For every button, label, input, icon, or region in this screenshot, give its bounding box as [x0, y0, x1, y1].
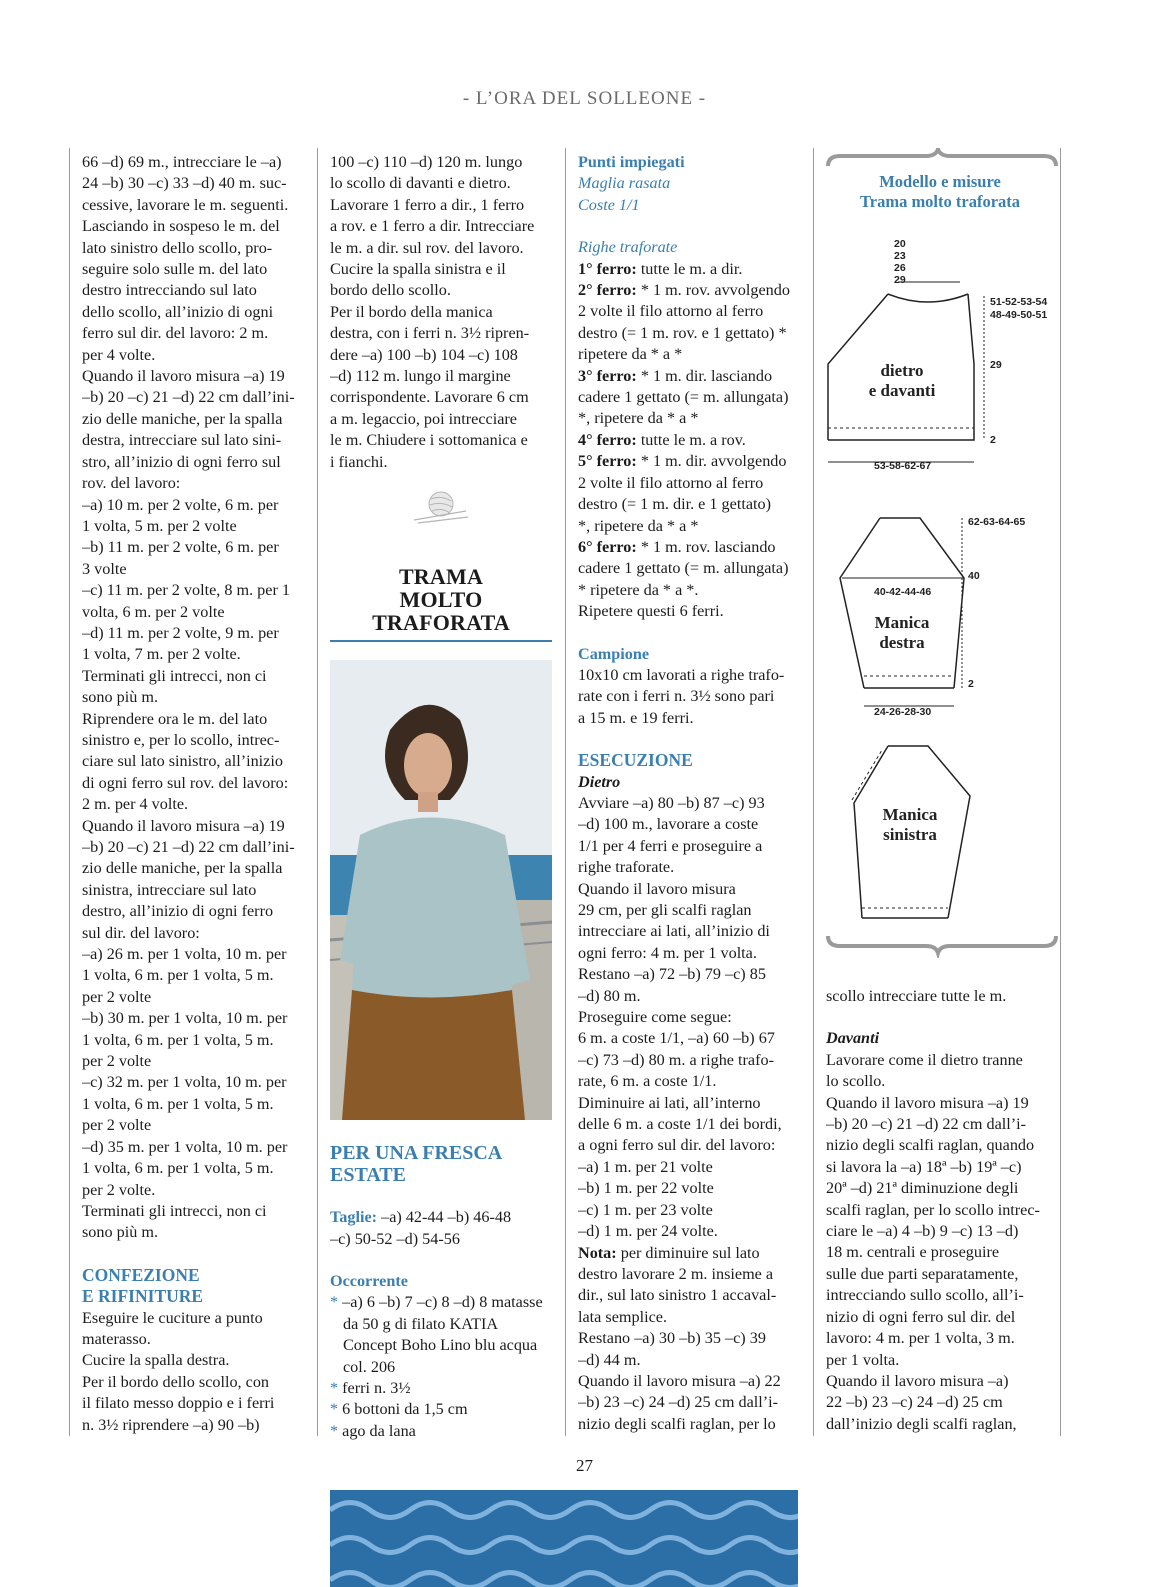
- taglie-line: [330, 1207, 552, 1228]
- nota-line: Nota: per diminuire sul lato: [578, 1243, 760, 1262]
- body-text-line: i fianchi.: [330, 452, 388, 471]
- row-label: 6° ferro:: [578, 537, 637, 556]
- bullet-star: *: [330, 1400, 343, 1419]
- body-text-line: 6 m. a coste 1/1, –a) 60 –b) 67: [578, 1029, 775, 1048]
- body-text-line: –c) 1 m. per 23 volte: [578, 1200, 713, 1219]
- diagram-subtitle: Trama molto traforata: [859, 192, 1021, 211]
- body-text-line: 3 volte: [82, 559, 127, 578]
- body-text-line: sinistro e, per lo scollo, intrec-: [82, 730, 280, 749]
- body-text-line: rate, 6 m. a coste 1/1.: [578, 1072, 717, 1091]
- righe-row-line: destro (= 1 m. dir. e 1 gettato): [578, 495, 771, 514]
- righe-row-line: ripetere da * a *: [578, 345, 683, 364]
- diagram-title: Modello e misure: [879, 172, 1001, 191]
- body-text-line: nizio degli scalfi raglan, per lo: [578, 1414, 776, 1433]
- body-piece-label: dietro: [880, 361, 924, 380]
- righe-heading: Righe traforate: [578, 238, 678, 257]
- righe-row-line: 4° ferro: tutte le m. a rov.: [578, 430, 746, 449]
- confezione-heading-2: E RIFINITURE: [82, 1286, 204, 1307]
- body-text-line: –c) 32 m. per 1 volta, 10 m. per: [82, 1073, 287, 1092]
- occorrente-item: * 6 bottoni da 1,5 cm: [330, 1400, 468, 1419]
- sleeve-right-label: destra: [879, 633, 925, 652]
- body-text-line: corrispondente. Lavorare 6 cm: [330, 388, 529, 407]
- body-text-line: 20ª –d) 21ª diminuzione degli: [826, 1179, 1019, 1198]
- body-text-line: si lavora la –a) 18ª –b) 19ª –c): [826, 1157, 1022, 1176]
- dim-label: 53-58-62-67: [874, 460, 932, 472]
- body-text-line: –b) 23 –c) 24 –d) 25 cm dall’i-: [578, 1393, 779, 1412]
- body-text-line: intrecciare ai lati, all’inizio di: [578, 922, 770, 941]
- body-text-line: Avviare –a) 80 –b) 87 –c) 93: [578, 793, 765, 812]
- model-photo: [330, 660, 552, 1120]
- body-text-line: lavoro: 4 m. per 1 volta, 3 m.: [826, 1329, 1015, 1348]
- bullet-star: *: [330, 1378, 343, 1397]
- body-text-line: Lavorare 1 ferro a dir., 1 ferro: [330, 195, 525, 214]
- body-text-line: Quando il lavoro misura –a) 19: [82, 816, 285, 835]
- body-text-line: destro intrecciando sul lato: [82, 281, 257, 300]
- column-1: [82, 152, 304, 1436]
- body-text-line: rov. del lavoro:: [82, 474, 181, 493]
- righe-row-line: 2 volte il filo attorno al ferro: [578, 302, 764, 321]
- body-text-line: a rov. e 1 ferro a dir. Intrecciare: [330, 217, 535, 236]
- section-heading-2: ESTATE: [330, 1164, 406, 1187]
- body-text-line: Lasciando in sospeso le m. del: [82, 217, 280, 236]
- bullet-star: *: [330, 1293, 343, 1312]
- dietro-text: [578, 793, 800, 1243]
- body-text-line: Diminuire ai lati, all’interno: [578, 1093, 761, 1112]
- body-text-line: 2 m. per 4 volte.: [82, 795, 189, 814]
- body-text-line: –d) 35 m. per 1 volta, 10 m. per: [82, 1137, 288, 1156]
- body-text-line: 1 volta, 5 m. per 2 volte: [82, 516, 237, 535]
- body-text-line: –d) 1 m. per 24 volte.: [578, 1222, 718, 1241]
- occorrente-item: col. 206: [343, 1357, 396, 1376]
- nota-line: destro lavorare 2 m. insieme a: [578, 1264, 774, 1283]
- title-rule: [330, 640, 552, 642]
- body-text-line: Lavorare come il dietro tranne: [826, 1050, 1023, 1069]
- section-heading: PER UNA FRESCA: [330, 1142, 503, 1165]
- row-label: 4° ferro:: [578, 430, 637, 449]
- col2-text: [330, 152, 552, 473]
- body-text-line: per 2 volte: [82, 987, 152, 1006]
- sleeve-right-label: Manica: [874, 613, 930, 632]
- body-text-line: a m. legaccio, poi intrecciare: [330, 409, 517, 428]
- body-text-line: di ogni ferro sul rov. del lavoro:: [82, 773, 289, 792]
- body-text-line: bordo dello scollo.: [330, 281, 451, 300]
- col1-text-b: [82, 1308, 304, 1436]
- punti-heading: Punti impiegati: [578, 153, 685, 171]
- column-rule: [813, 148, 814, 1436]
- campione-text: [578, 665, 800, 729]
- punti-item: Coste 1/1: [578, 195, 640, 214]
- body-text-line: destro, all’inizio di ogni ferro: [82, 902, 274, 921]
- title-line-1: TRAMA: [398, 564, 484, 590]
- article-title: [330, 565, 552, 634]
- dim-label: 40: [968, 570, 980, 582]
- righe-row-line: 2° ferro: * 1 m. rov. avvolgendo: [578, 281, 790, 300]
- body-text-line: Cucire la spalla sinistra e il: [330, 260, 506, 279]
- dim-label: 48-49-50-51: [990, 309, 1048, 321]
- dim-label: 20: [894, 238, 906, 250]
- column-4-text: [826, 986, 1048, 1435]
- dim-label: 24-26-28-30: [874, 706, 932, 718]
- body-text-line: –d) 80 m.: [578, 986, 641, 1005]
- body-text-line: scalfi raglan, per lo scollo intrec-: [826, 1200, 1040, 1219]
- body-text-line: 1 volta, 6 m. per 1 volta, 5 m.: [82, 1094, 274, 1113]
- row-label: 2° ferro:: [578, 281, 637, 300]
- body-text-line: Eseguire le cuciture a punto: [82, 1308, 263, 1327]
- body-text-line: –b) 20 –c) 21 –d) 22 cm dall’ini-: [82, 388, 295, 407]
- body-text-line: ciare le –a) 4 –b) 9 –c) 13 –d): [826, 1222, 1019, 1241]
- body-text-line: sono più m.: [82, 688, 158, 707]
- body-text-line: 29 cm, per gli scalfi raglan: [578, 901, 752, 919]
- body-text-line: stro, all’inizio di ogni ferro sul: [82, 452, 281, 471]
- page-number: 27: [576, 1456, 593, 1475]
- body-text-line: Quando il lavoro misura: [578, 879, 736, 898]
- bullet-star: *: [330, 1421, 343, 1440]
- body-text-line: 100 –c) 110 –d) 120 m. lungo: [330, 153, 523, 171]
- righe-row-line: cadere 1 gettato (= m. allungata): [578, 388, 789, 407]
- dim-label: 29: [990, 359, 1002, 371]
- body-text-line: –b) 20 –c) 21 –d) 22 cm dall’ini-: [82, 838, 295, 856]
- body-text-line: per 2 volte: [82, 1116, 152, 1135]
- nota-line: lata semplice.: [578, 1307, 667, 1326]
- row-label: 1° ferro:: [578, 259, 637, 278]
- body-text-line: rate con i ferri n. 3½ sono pari: [578, 687, 775, 706]
- body-text-line: –b) 30 m. per 1 volta, 10 m. per: [82, 1009, 288, 1028]
- running-header: - L’ORA DEL SOLLEONE -: [462, 88, 707, 109]
- occorrente-item: Concept Boho Lino blu acqua: [343, 1336, 538, 1355]
- title-line-2: MOLTO TRAFORATA: [372, 587, 510, 636]
- body-text-line: intrecciando sullo scollo, all’i-: [826, 1286, 1024, 1305]
- body-text-line: dello scollo, all’inizio di ogni: [82, 302, 274, 321]
- col4-text-a: [826, 986, 1048, 1007]
- body-text-line: Quando il lavoro misura –a) 19: [826, 1093, 1029, 1112]
- body-text-line: 18 m. centrali e proseguire: [826, 1243, 1000, 1262]
- body-text-line: Quando il lavoro misura –a) 19: [82, 367, 285, 386]
- righe-rows: [578, 259, 800, 602]
- body-text-line: volta, 6 m. per 2 volte: [82, 602, 225, 621]
- esecuzione-heading: ESECUZIONE: [578, 750, 693, 771]
- body-text-line: –a) 10 m. per 2 volte, 6 m. per: [82, 495, 279, 514]
- davanti-heading: Davanti: [826, 1029, 880, 1048]
- body-text-line: le m. Chiudere i sottomanica e: [330, 431, 528, 450]
- dim-label: 62-63-64-65: [968, 516, 1026, 528]
- body-text-line: –b) 11 m. per 2 volte, 6 m. per: [82, 538, 279, 557]
- nota-line: dir., sul lato sinistro 1 accaval-: [578, 1286, 777, 1305]
- body-text-line: materasso.: [82, 1329, 151, 1348]
- body-text-line: per 2 volte.: [82, 1180, 156, 1199]
- body-text-line: –c) 73 –d) 80 m. a righe trafo-: [578, 1050, 774, 1069]
- body-text-line: Quando il lavoro misura –a) 22: [578, 1371, 781, 1390]
- col1-text-a: [82, 152, 304, 1244]
- body-text-line: 10x10 cm lavorati a righe trafo-: [578, 665, 785, 684]
- column-rule: [565, 148, 566, 1436]
- body-text-line: lo scollo di davanti e dietro.: [330, 174, 511, 193]
- body-text-line: seguire solo sulle m. del lato: [82, 260, 268, 279]
- body-text-line: –b) 20 –c) 21 –d) 22 cm dall’i-: [826, 1115, 1027, 1134]
- body-text-line: –c) 11 m. per 2 volte, 8 m. per 1: [82, 581, 290, 600]
- righe-row-line: *, ripetere da * a *: [578, 516, 699, 535]
- body-text-line: le m. a dir. sul rov. del lavoro.: [330, 238, 524, 257]
- body-text-line: 66 –d) 69 m., intrecciare le –a): [82, 153, 282, 171]
- body-text-line: righe traforate.: [578, 858, 675, 877]
- occorrente-item: * ferri n. 3½: [330, 1378, 411, 1397]
- body-text-line: –a) 26 m. per 1 volta, 10 m. per: [82, 945, 287, 964]
- row-label: 3° ferro:: [578, 366, 637, 385]
- schematic-diagram: [818, 148, 1062, 958]
- body-text-line: Per il bordo dello scollo, con: [82, 1372, 270, 1391]
- body-text-line: sono più m.: [82, 1223, 158, 1242]
- righe-row-line: 3° ferro: * 1 m. dir. lasciando: [578, 366, 773, 385]
- body-text-line: dere –a) 100 –b) 104 –c) 108: [330, 345, 518, 364]
- knit-swatch-image: [330, 1490, 798, 1587]
- body-text-line: ogni ferro: 4 m. per 1 volta.: [578, 943, 757, 962]
- punti-item: Maglia rasata: [578, 174, 671, 193]
- nota-text: [578, 1243, 800, 1329]
- body-piece-label: e davanti: [868, 381, 936, 400]
- dim-label: 40-42-44-46: [874, 586, 932, 598]
- righe-row-line: 6° ferro: * 1 m. rov. lasciando: [578, 537, 776, 556]
- body-text-line: –a) 1 m. per 21 volte: [578, 1157, 713, 1176]
- body-text-line: per 4 volte.: [82, 345, 156, 364]
- body-text-line: 1 volta, 6 m. per 1 volta, 5 m.: [82, 1030, 274, 1049]
- body-text-line: destra, intrecciare sul lato sini-: [82, 431, 282, 450]
- occorrente-list: [330, 1292, 552, 1442]
- body-text-line: Terminati gli intrecci, non ci: [82, 1201, 267, 1220]
- body-text-line: 24 –b) 30 –c) 33 –d) 40 m. suc-: [82, 174, 287, 193]
- occorrente-heading: Occorrente: [330, 1271, 408, 1290]
- body-text-line: –d) 100 m., lavorare a coste: [578, 815, 759, 834]
- yarn-ball-icon: [330, 487, 552, 527]
- body-text-line: –d) 11 m. per 2 volte, 9 m. per: [82, 623, 279, 642]
- dim-label: 51-52-53-54: [990, 296, 1048, 308]
- righe-row-line: destro (= 1 m. rov. e 1 gettato) *: [578, 323, 787, 342]
- body-text-line: delle 6 m. a coste 1/1 dei bordi,: [578, 1115, 782, 1134]
- body-text-line: sulle due parti separatamente,: [826, 1264, 1019, 1283]
- body-text-line: Terminati gli intrecci, non ci: [82, 666, 267, 685]
- righe-row-line: *, ripetere da * a *: [578, 409, 699, 428]
- taglie-value-2: –c) 50-52 –d) 54-56: [330, 1229, 460, 1248]
- col4-text-b: [826, 1050, 1048, 1435]
- body-text-line: 1 volta, 6 m. per 1 volta, 5 m.: [82, 1159, 274, 1178]
- campione-heading: Campione: [578, 644, 650, 663]
- dim-label: 26: [894, 262, 906, 274]
- body-text-line: Riprendere ora le m. del lato: [82, 709, 268, 728]
- body-text-line: a ogni ferro sul dir. del lavoro:: [578, 1136, 776, 1155]
- body-text-line: zio delle maniche, per la spalla: [82, 859, 283, 878]
- righe-row-line: 2 volte il filo attorno al ferro: [578, 473, 764, 492]
- sleeve-left-label: Manica: [882, 805, 938, 824]
- body-text-line: sul dir. del lavoro:: [82, 923, 200, 942]
- dim-label: 23: [894, 250, 906, 262]
- dietro-tail-text: [578, 1328, 800, 1435]
- body-text-line: Quando il lavoro misura –a): [826, 1371, 1009, 1390]
- column-rule: [317, 148, 318, 1436]
- body-text-line: nizio degli scalfi raglan, quando: [826, 1136, 1035, 1155]
- righe-row-line: cadere 1 gettato (= m. allungata): [578, 559, 789, 578]
- body-text-line: 22 –b) 23 –c) 24 –d) 25 cm: [826, 1393, 1003, 1412]
- taglie-value: –a) 42-44 –b) 46-48: [377, 1208, 512, 1227]
- body-text-line: 1 volta, 7 m. per 2 volte.: [82, 645, 241, 664]
- body-text-line: cessive, lavorare le m. seguenti.: [82, 195, 289, 214]
- body-text-line: il filato messo doppio e i ferri: [82, 1394, 275, 1413]
- body-text-line: zio delle maniche, per la spalla: [82, 409, 283, 428]
- column-rule: [69, 148, 70, 1436]
- sleeve-left-label: sinistra: [883, 825, 937, 844]
- taglie-label: Taglie:: [330, 1208, 378, 1227]
- body-text-line: Cucire la spalla destra.: [82, 1351, 230, 1370]
- body-text-line: n. 3½ riprendere –a) 90 –b): [82, 1415, 260, 1434]
- body-text-line: –b) 1 m. per 22 volte: [578, 1179, 714, 1198]
- body-text-line: sinistra, intrecciare sul lato: [82, 880, 257, 899]
- occorrente-item: * –a) 6 –b) 7 –c) 8 –d) 8 matasse: [330, 1293, 543, 1312]
- nota-label: Nota:: [578, 1243, 617, 1262]
- body-text-line: 1 volta, 6 m. per 1 volta, 5 m.: [82, 966, 274, 985]
- righe-row-line: 5° ferro: * 1 m. dir. avvolgendo: [578, 452, 787, 471]
- body-text-line: Per il bordo della manica: [330, 302, 493, 321]
- righe-row-line: 1° ferro: tutte le m. a dir.: [578, 259, 743, 278]
- body-text-line: nizio di ogni ferro sul dir. del: [826, 1307, 1016, 1326]
- occorrente-item: da 50 g di filato KATIA: [343, 1314, 499, 1333]
- body-text-line: 1/1 per 4 ferri e proseguire a: [578, 836, 763, 855]
- body-text-line: Restano –a) 30 –b) 35 –c) 39: [578, 1329, 766, 1348]
- dim-label: 29: [894, 274, 906, 286]
- dim-label: 2: [968, 678, 974, 690]
- body-text-line: per 2 volte: [82, 1052, 152, 1071]
- body-text-line: a 15 m. e 19 ferri.: [578, 708, 694, 727]
- dietro-heading: Dietro: [578, 772, 621, 791]
- body-text-line: scollo intrecciare tutte le m.: [826, 987, 1007, 1005]
- confezione-heading: CONFEZIONE: [82, 1264, 200, 1285]
- body-text-line: ciare sul lato sinistro, all’inizio: [82, 752, 283, 771]
- occorrente-item: * ago da lana: [330, 1421, 416, 1440]
- column-3: [578, 152, 800, 1435]
- column-2: [330, 152, 552, 1442]
- body-text-line: dall’inizio degli scalfi raglan,: [826, 1414, 1017, 1433]
- body-text-line: destra, con i ferri n. 3½ ripren-: [330, 324, 530, 343]
- dim-label: 2: [990, 434, 996, 446]
- body-text-line: per 1 volta.: [826, 1350, 900, 1369]
- ripetere-line: Ripetere questi 6 ferri.: [578, 602, 724, 621]
- body-text-line: lo scollo.: [826, 1072, 886, 1091]
- row-label: 5° ferro:: [578, 452, 637, 471]
- righe-row-line: * ripetere da * a *.: [578, 580, 699, 599]
- body-text-line: –d) 112 m. lungo il margine: [330, 367, 511, 386]
- body-text-line: –d) 44 m.: [578, 1350, 641, 1369]
- body-text-line: ferro sul dir. del lavoro: 2 m.: [82, 324, 269, 343]
- body-text-line: Restano –a) 72 –b) 79 –c) 85: [578, 965, 766, 984]
- body-text-line: Proseguire come segue:: [578, 1008, 732, 1027]
- body-text-line: lato sinistro dello scollo, pro-: [82, 238, 273, 257]
